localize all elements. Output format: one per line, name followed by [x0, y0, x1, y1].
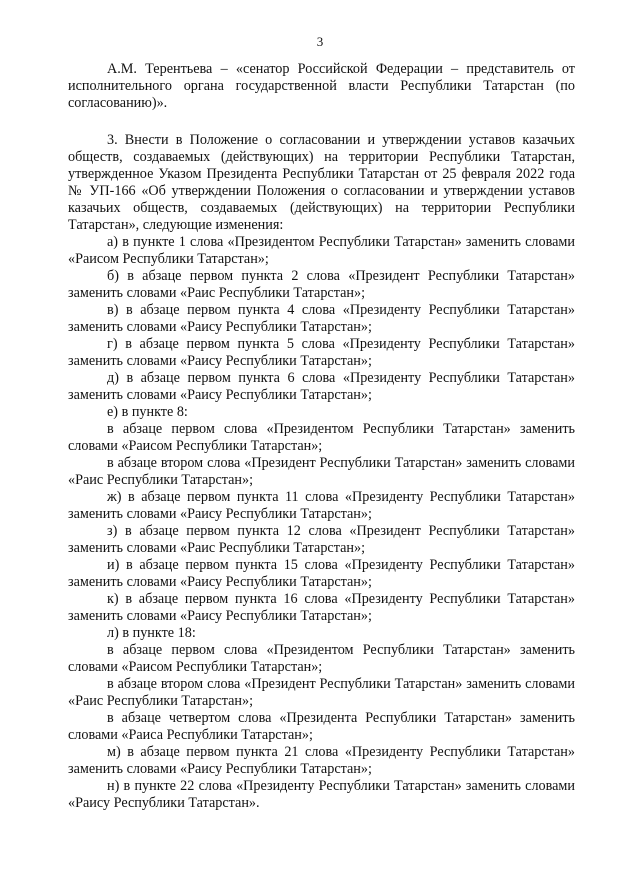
paragraph-gap	[68, 112, 575, 132]
list-item-l-para-4: в абзаце четвертом слова «Президента Республики Татарстан» заменить словами «Раиса Республики Татарстан»;	[68, 710, 575, 743]
page-number: 3	[316, 34, 324, 49]
list-item-i: и) в абзаце первом пункта 15 слова «Президенту Республики Татарстан» заменить словами «Раису Республики Татарстан»;	[68, 557, 575, 590]
list-item-v: в) в абзаце первом пункта 4 слова «Президенту Республики Татарстан» заменить словами «Раису Республики Татарстан»;	[68, 302, 575, 335]
list-item-k: к) в абзаце первом пункта 16 слова «Президенту Республики Татарстан» заменить словами «Раису Республики Татарстан»;	[68, 591, 575, 624]
list-item-zh: ж) в абзаце первом пункта 11 слова «Президенту Республики Татарстан» заменить словами «Раису Республики Татарстан»;	[68, 489, 575, 522]
list-item-b: б) в абзаце первом пункта 2 слова «Президент Республики Татарстан» заменить словами «Раис Республики Татарстан»;	[68, 268, 575, 301]
list-item-a: а) в пункте 1 слова «Президентом Республики Татарстан» заменить словами «Раисом Республики Татарстан»;	[68, 234, 575, 267]
list-item-l-para-1: в абзаце первом слова «Президентом Республики Татарстан» заменить словами «Раисом Республики Татарстан»;	[68, 642, 575, 675]
list-item-e: е) в пункте 8:	[107, 404, 188, 420]
list-item-n: н) в пункте 22 слова «Президенту Республики Татарстан» заменить словами «Раису Республики Татарстан».	[68, 778, 575, 811]
list-item-l-para-2: в абзаце втором слова «Президент Республики Татарстан» заменить словами «Раис Республики Татарстан»;	[68, 676, 575, 709]
list-item-m: м) в абзаце первом пункта 21 слова «Президенту Республики Татарстан» заменить словами «Раису Республики Татарстан»;	[68, 744, 575, 777]
list-item-e-para-2: в абзаце втором слова «Президент Республики Татарстан» заменить словами «Раис Республики Татарстан»;	[68, 455, 575, 488]
paragraph-senator: А.М. Терентьева – «сенатор Российской Федерации – представитель от исполнительного органа государственной власти Республики Татарстан (по согласованию)».	[68, 61, 575, 111]
document-body	[68, 61, 575, 812]
list-item-e-para-1: в абзаце первом слова «Президентом Республики Татарстан» заменить словами «Раисом Республики Татарстан»;	[68, 421, 575, 454]
list-item-z: з) в абзаце первом пункта 12 слова «Президент Республики Татарстан» заменить словами «Раис Республики Татарстан»;	[68, 523, 575, 556]
list-item-g: г) в абзаце первом пункта 5 слова «Президенту Республики Татарстан» заменить словами «Раису Республики Татарстан»;	[68, 336, 575, 369]
paragraph-item-3: 3. Внести в Положение о согласовании и утверждении уставов казачьих обществ, создаваемых (действующих) на территории Республики Татарстан, утвержденное Указом Президента Республики Татарстан от 25 февраля 2022 года № УП-166 «Об утверждении Положения о согласовании и утверждении уставов казачьих обществ, создаваемых (действующих) на территории Республики Татарстан», следующие изменения:	[68, 132, 575, 233]
list-item-l: л) в пункте 18:	[107, 625, 196, 641]
list-item-d: д) в абзаце первом пункта 6 слова «Президенту Республики Татарстан» заменить словами «Раису Республики Татарстан»;	[68, 370, 575, 403]
